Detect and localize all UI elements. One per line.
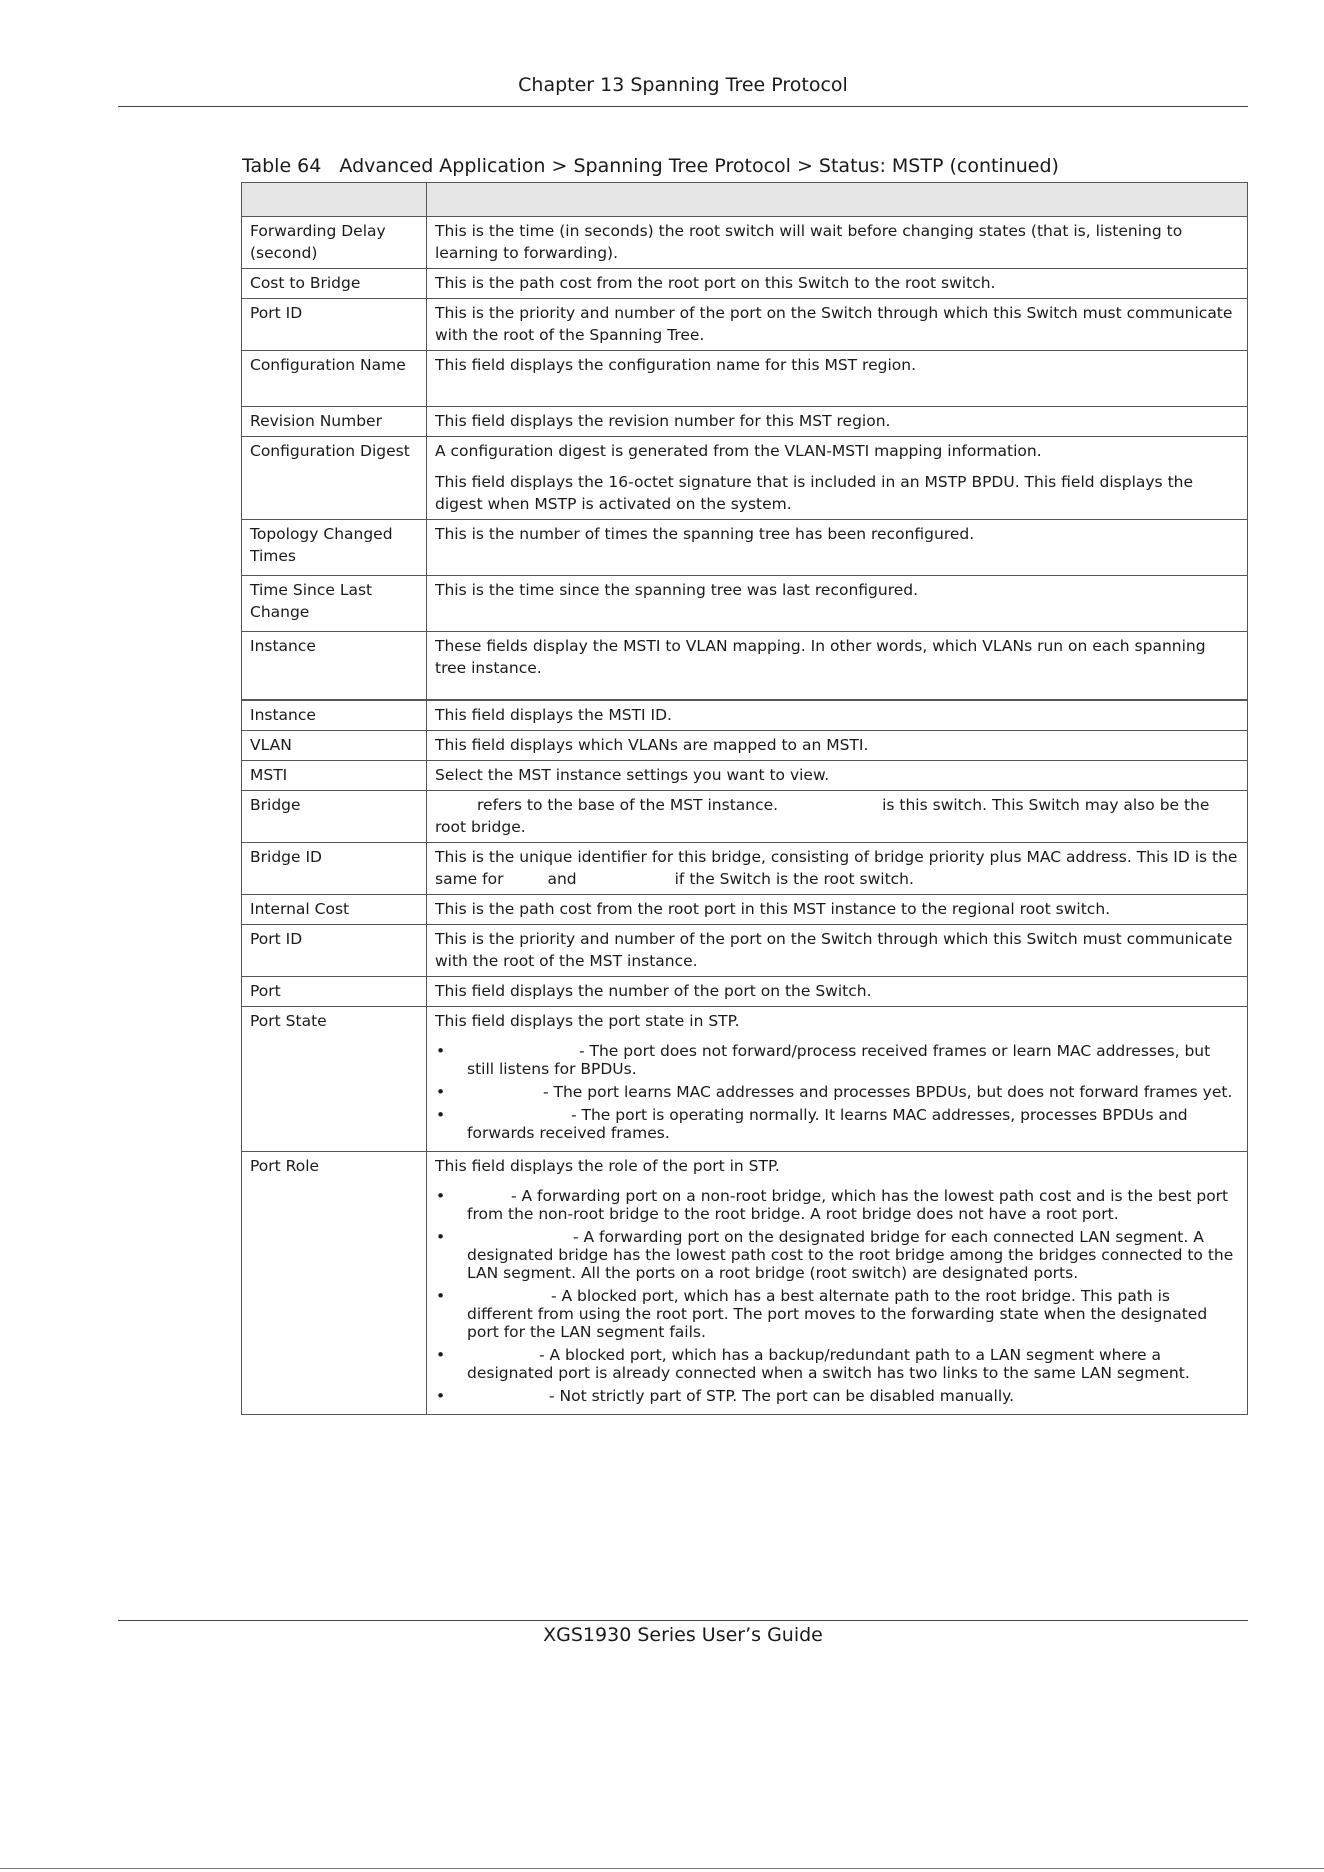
row-label: Port [242, 977, 427, 1007]
table-row [242, 925, 1248, 977]
row-label: Topology Changed Times [242, 520, 427, 576]
list-item-text: - Not strictly part of STP. The port can be disabled manually. [549, 1387, 1015, 1405]
row-label: Bridge ID [242, 843, 427, 895]
row-description: This is the path cost from the root port on this Switch to the root switch. [427, 269, 1248, 299]
row-description [427, 791, 1248, 843]
list-item-text: - The port learns MAC addresses and processes BPDUs, but does not forward frames yet. [543, 1083, 1233, 1101]
table-row [242, 351, 1248, 407]
row-description-paragraph: This field displays the role of the port in STP. [435, 1157, 780, 1175]
row-label: Port Role [242, 1152, 427, 1415]
page-footer: XGS1930 Series User’s Guide [543, 1624, 823, 1646]
table-row [242, 407, 1248, 437]
row-description-part: refers to the base of the MST instance. [477, 796, 779, 814]
list-item [435, 1287, 1239, 1341]
row-description-paragraph: This field displays the port state in STP. [435, 1012, 740, 1030]
row-description-part: is this switch. This Switch may also be the root bridge. [435, 796, 1210, 836]
table-row [242, 217, 1248, 269]
table-row [242, 520, 1248, 576]
table-header-row [242, 183, 1248, 217]
list-item [435, 1106, 1239, 1142]
port-role-list [435, 1187, 1239, 1405]
row-description: This field displays the configuration name for this MST region. [427, 351, 1248, 407]
row-description: This is the priority and number of the port on the Switch through which this Switch must communicate with the root of the Spanning Tree. [427, 299, 1248, 351]
list-item-text: - The port does not forward/process received frames or learn MAC addresses, but still listens for BPDUs. [467, 1042, 1211, 1078]
table-row [242, 761, 1248, 791]
table-row [242, 895, 1248, 925]
table-row [242, 299, 1248, 351]
row-description: This field displays which VLANs are mapped to an MSTI. [427, 731, 1248, 761]
row-label: MSTI [242, 761, 427, 791]
row-description: These fields display the MSTI to VLAN mapping. In other words, which VLANs run on each spanning tree instance. [427, 632, 1248, 701]
list-item-text: - A blocked port, which has a backup/redundant path to a LAN segment where a designated port is already connected when a switch has two links to the same LAN segment. [467, 1346, 1190, 1382]
row-description: This is the path cost from the root port in this MST instance to the regional root switch. [427, 895, 1248, 925]
row-label: Configuration Name [242, 351, 427, 407]
row-description-paragraph: A configuration digest is generated from the VLAN-MSTI mapping information. [435, 442, 1042, 460]
row-description-part: and [547, 870, 577, 888]
row-description [427, 1152, 1248, 1415]
row-label: Instance [242, 632, 427, 701]
row-description: Select the MST instance settings you want to view. [427, 761, 1248, 791]
row-label: Instance [242, 700, 427, 731]
list-item [435, 1187, 1239, 1223]
row-label: Configuration Digest [242, 437, 427, 520]
table-row [242, 731, 1248, 761]
list-item-text: - The port is operating normally. It learns MAC addresses, processes BPDUs and forwards received frames. [467, 1106, 1188, 1142]
row-label: VLAN [242, 731, 427, 761]
table-row [242, 269, 1248, 299]
row-description-part: if the Switch is the root switch. [674, 870, 914, 888]
row-description: This is the time since the spanning tree was last reconfigured. [427, 576, 1248, 632]
list-item [435, 1042, 1239, 1078]
row-label: Revision Number [242, 407, 427, 437]
row-label: Internal Cost [242, 895, 427, 925]
list-item-text: - A forwarding port on the designated bridge for each connected LAN segment. A designated bridge has the lowest path cost to the root bridge among the bridges connected to the LAN segment. All the ports on a root bridge (root switch) are designated ports. [467, 1228, 1234, 1282]
header-divider [118, 106, 1248, 107]
row-label: Bridge [242, 791, 427, 843]
row-label: Time Since Last Change [242, 576, 427, 632]
row-label: Port ID [242, 299, 427, 351]
row-description [427, 437, 1248, 520]
table-title: Advanced Application > Spanning Tree Protocol > Status: MSTP (continued) [339, 155, 1059, 177]
table-row [242, 700, 1248, 731]
row-label: Cost to Bridge [242, 269, 427, 299]
row-description: This is the priority and number of the port on the Switch through which this Switch must communicate with the root of the MST instance. [427, 925, 1248, 977]
table-row [242, 1152, 1248, 1415]
row-description: This field displays the number of the port on the Switch. [427, 977, 1248, 1007]
list-item-text: - A forwarding port on a non-root bridge, which has the lowest path cost and is the best port from the non-root bridge to the root bridge. A root bridge does not have a root port. [467, 1187, 1229, 1223]
table-row [242, 843, 1248, 895]
list-item [435, 1346, 1239, 1382]
row-label: Port ID [242, 925, 427, 977]
table-number: Table 64 [242, 155, 322, 177]
list-item-text: - A blocked port, which has a best alternate path to the root bridge. This path is different from using the root port. The port moves to the forwarding state when the designated port for the LAN segment fails. [467, 1287, 1208, 1341]
row-description-part: This is the unique identifier for this bridge, consisting of bridge priority plus MAC address. This ID is the same for [435, 848, 1238, 888]
row-description: This is the time (in seconds) the root switch will wait before changing states (that is, listening to learning to forwarding). [427, 217, 1248, 269]
table-row [242, 1007, 1248, 1152]
row-label: Forwarding Delay (second) [242, 217, 427, 269]
row-description [427, 843, 1248, 895]
row-description [427, 1007, 1248, 1152]
row-description: This field displays the MSTI ID. [427, 700, 1248, 731]
table-row [242, 632, 1248, 701]
field-description-table [241, 182, 1248, 1415]
row-description-paragraph: This field displays the 16-octet signature that is included in an MSTP BPDU. This field displays the digest when MSTP is activated on the system. [435, 473, 1194, 513]
row-description: This field displays the revision number for this MST region. [427, 407, 1248, 437]
port-state-list [435, 1042, 1239, 1142]
page-header: Chapter 13 Spanning Tree Protocol [518, 74, 848, 96]
table-row [242, 977, 1248, 1007]
header-cell-description [427, 183, 1248, 217]
table-row [242, 791, 1248, 843]
row-description: This is the number of times the spanning tree has been reconfigured. [427, 520, 1248, 576]
header-cell-label [242, 183, 427, 217]
list-item [435, 1387, 1239, 1405]
table-caption [242, 155, 1059, 177]
table-row [242, 437, 1248, 520]
list-item [435, 1228, 1239, 1282]
row-label: Port State [242, 1007, 427, 1152]
footer-divider [118, 1620, 1248, 1621]
list-item [435, 1083, 1239, 1101]
page-edge-rule [0, 1868, 1324, 1869]
table-row [242, 576, 1248, 632]
